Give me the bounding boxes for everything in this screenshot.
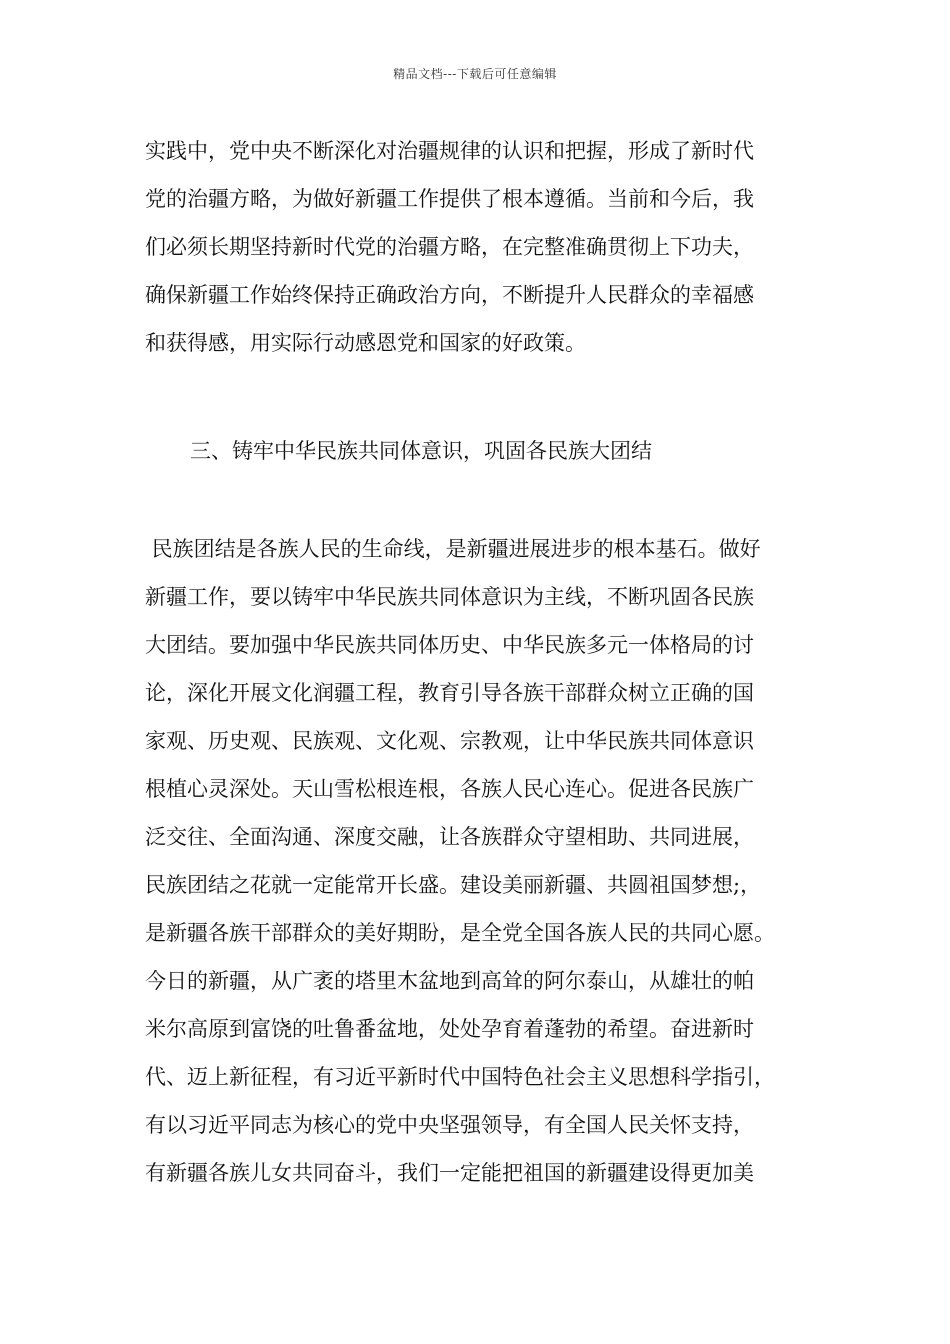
paragraph-line: 确保新疆工作始终保持正确政治方向，不断提升人民群众的幸福感 bbox=[145, 283, 754, 307]
paragraph-line: 大团结。要加强中华民族共同体历史、中华民族多元一体格局的讨 bbox=[145, 633, 754, 657]
paragraph-1 bbox=[145, 127, 825, 367]
paragraph-line: 家观、历史观、民族观、文化观、宗教观，让中华民族共同体意识 bbox=[145, 729, 754, 753]
paragraph-line: 论，深化开展文化润疆工程，教育引导各族干部群众树立正确的国 bbox=[145, 681, 754, 705]
paragraph-line: 泛交往、全面沟通、深度交融，让各族群众守望相助、共同进展， bbox=[145, 825, 754, 849]
paragraph-line: 新疆工作，要以铸牢中华民族共同体意识为主线，不断巩固各民族 bbox=[145, 585, 754, 609]
paragraph-line: 民族团结之花就一定能常开长盛。建设美丽新疆、共圆祖国梦想;， bbox=[145, 873, 762, 897]
paragraph-line: 有新疆各族儿女共同奋斗，我们一定能把祖国的新疆建设得更加美 bbox=[145, 1161, 754, 1185]
page-header: 精品文档---下载后可任意编辑 bbox=[393, 67, 557, 81]
paragraph-line: 今日的新疆，从广袤的塔里木盆地到高耸的阿尔泰山，从雄壮的帕 bbox=[145, 969, 754, 993]
paragraph-2 bbox=[145, 525, 825, 1197]
paragraph-line: 有以习近平同志为核心的党中央坚强领导，有全国人民关怀支持， bbox=[145, 1113, 754, 1137]
paragraph-line: 实践中，党中央不断深化对治疆规律的认识和把握，形成了新时代 bbox=[145, 139, 754, 163]
paragraph-line: 们必须长期坚持新时代党的治疆方略，在完整准确贯彻上下功夫， bbox=[145, 235, 754, 259]
paragraph-line: 党的治疆方略，为做好新疆工作提供了根本遵循。当前和今后，我 bbox=[145, 187, 754, 211]
paragraph-line: 是新疆各族干部群众的美好期盼，是全党全国各族人民的共同心愿。 bbox=[145, 921, 775, 945]
paragraph-line: 代、迈上新征程，有习近平新时代中国特色社会主义思想科学指引， bbox=[145, 1065, 775, 1089]
paragraph-line: 民族团结是各族人民的生命线，是新疆进展进步的根本基石。做好 bbox=[145, 537, 761, 561]
section-heading: 三、铸牢中华民族共同体意识，巩固各民族大团结 bbox=[190, 439, 652, 463]
paragraph-line: 米尔高原到富饶的吐鲁番盆地，处处孕育着蓬勃的希望。奋进新时 bbox=[145, 1017, 754, 1041]
paragraph-line: 根植心灵深处。天山雪松根连根，各族人民心连心。促进各民族广 bbox=[145, 777, 754, 801]
paragraph-line: 和获得感，用实际行动感恩党和国家的好政策。 bbox=[145, 331, 586, 355]
